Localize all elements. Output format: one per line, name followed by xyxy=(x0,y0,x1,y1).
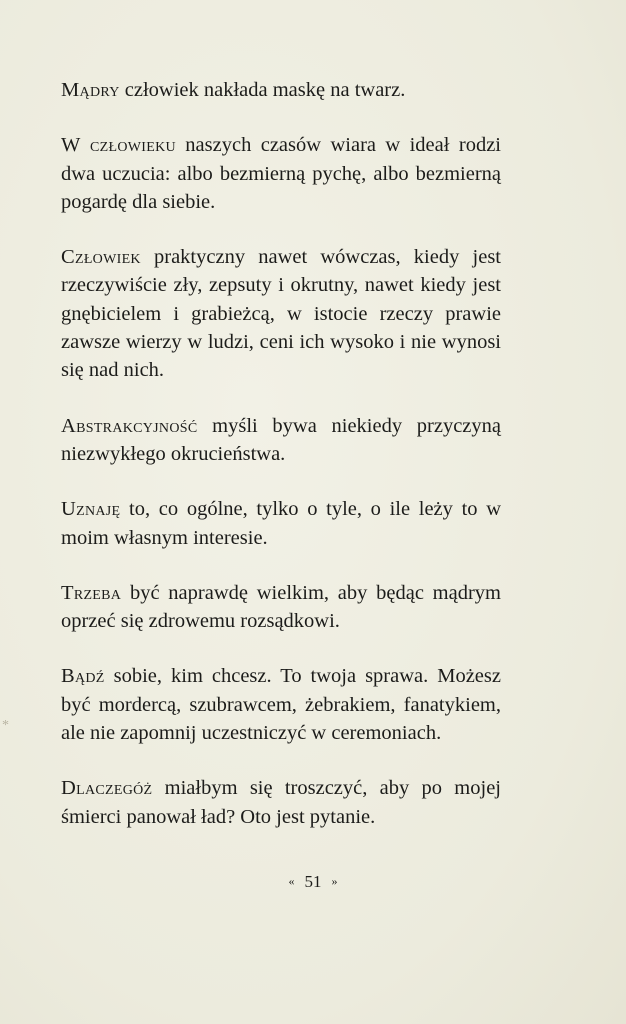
paragraph-4 xyxy=(61,412,501,469)
paragraph-text: naszych czasów wiara w ideał rodzi dwa uczucia: albo bezmierną pychę, albo bezmierną pogardę dla siebie. xyxy=(61,134,501,213)
paragraph-6 xyxy=(61,579,501,636)
paragraph-text: miałbym się troszczyć, aby po mojej śmierci panował ład? Oto jest pytanie. xyxy=(61,777,501,828)
text-block xyxy=(61,76,501,858)
right-guillemet: » xyxy=(331,874,338,888)
page-footer xyxy=(0,872,626,892)
paragraph-8 xyxy=(61,774,501,831)
paragraph-text: sobie, kim chcesz. To twoja sprawa. Możesz być mordercą, szubrawcem, żebrakiem, fanatykiem, ale nie zapomnij uczestniczyć w ceremoniach. xyxy=(61,665,501,745)
paragraph-text: człowiek nakłada maskę na twarz. xyxy=(119,79,406,101)
paragraph-text: myśli bywa niekiedy przyczyną niezwykłego okrucieństwa. xyxy=(61,414,501,465)
paragraph-lead: Dlaczegóż xyxy=(61,777,153,800)
paragraph-lead: Człowiek xyxy=(61,246,141,269)
paragraph-1 xyxy=(61,76,501,104)
paragraph-2 xyxy=(61,131,501,216)
paragraph-text: być naprawdę wielkim, aby będąc mądrym oprzeć się zdrowemu rozsądkowi. xyxy=(61,581,501,633)
paragraph-3 xyxy=(61,243,501,384)
paragraph-text: to, co ogólne, tylko o tyle, o ile leży to w moim własnym interesie. xyxy=(61,498,501,549)
paragraph-7 xyxy=(61,662,501,747)
paragraph-5 xyxy=(61,495,501,552)
margin-mark: * xyxy=(2,718,9,733)
paragraph-lead: W człowieku xyxy=(61,134,176,157)
page-number: 51 xyxy=(304,872,322,891)
paragraph-lead: Uznaję xyxy=(61,498,121,521)
paragraph-lead: Trzeba xyxy=(61,581,122,604)
left-guillemet: « xyxy=(288,874,295,888)
paragraph-lead: Abstrakcyjność xyxy=(61,414,198,437)
paragraph-text: praktyczny nawet wówczas, kiedy jest rzeczywiście zły, zepsuty i okrutny, nawet kiedy jest gnębicielem i grabieżcą, w istocie rzeczy prawie zawsze wierzy w ludzi, ceni ich wysoko i nie wynosi się nad nich. xyxy=(61,246,501,382)
paragraph-lead: Mądry xyxy=(61,79,120,101)
paragraph-lead: Bądź xyxy=(61,665,105,688)
